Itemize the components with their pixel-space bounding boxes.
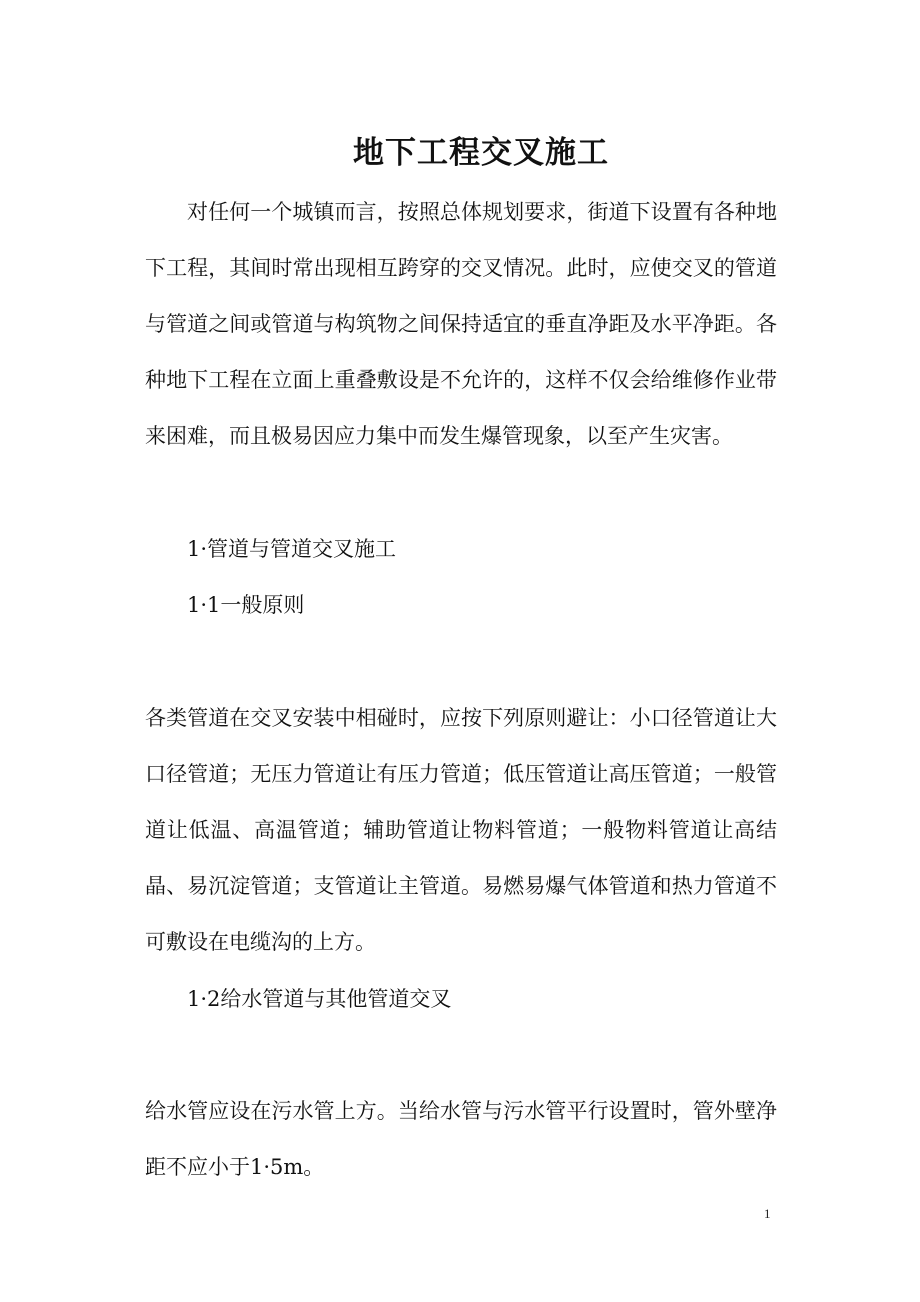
section-heading-1-2: 1·2给水管道与其他管道交叉	[187, 987, 452, 1011]
intro-paragraph: 对任何一个城镇而言，按照总体规划要求，街道下设置有各种地下工程，其间时常出现相互跨穿的交叉情况。此时，应使交叉的管道与管道之间或管道与构筑物之间保持适宜的垂直净距及水平净距。各种地下工程在立面上重叠敷设是不允许的，这样不仅会给维修作业带来困难，而且极易因应力集中而发生爆管现象，以至产生灾害。	[145, 200, 777, 448]
section-heading-1-1: 1·1一般原则	[187, 593, 305, 617]
section-heading-1: 1·管道与管道交叉施工	[187, 537, 397, 561]
principles-paragraph: 各类管道在交叉安装中相碰时，应按下列原则避让：小口径管道让大口径管道；无压力管道让有压力管道；低压管道让高压管道；一般管道让低温、高温管道；辅助管道让物料管道；一般物料管道让高结晶、易沉淀管道；支管道让主管道。易燃易爆气体管道和热力管道不可敷设在电缆沟的上方。	[145, 706, 777, 954]
document-title: 地下工程交叉施工	[353, 134, 609, 171]
water-pipe-paragraph: 给水管应设在污水管上方。当给水管与污水管平行设置时，管外壁净距不应小于1·5m。	[145, 1099, 777, 1179]
page-number: 1	[764, 1206, 771, 1221]
